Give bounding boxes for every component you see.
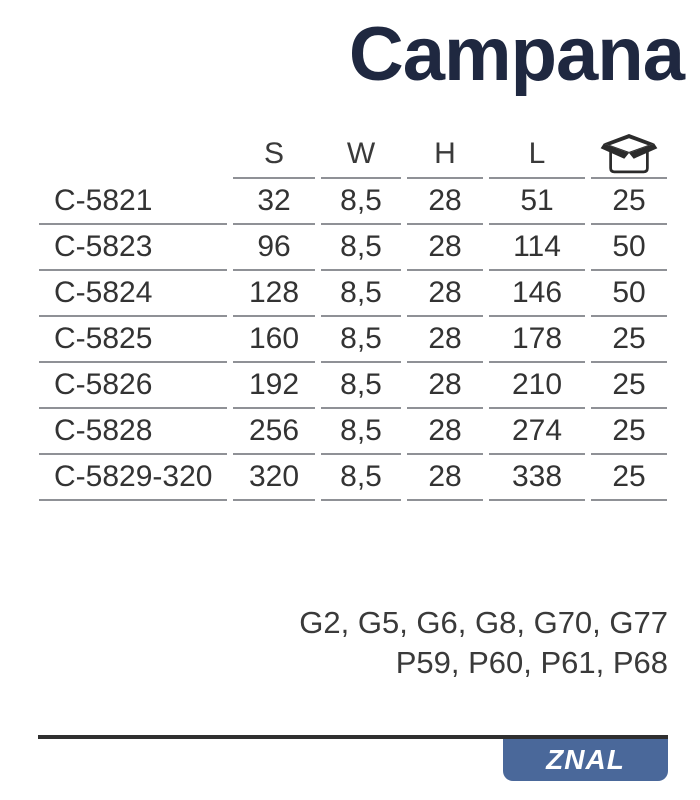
table-row	[39, 409, 667, 455]
table-row	[39, 317, 667, 363]
column-header-w: W	[321, 131, 401, 179]
value-w: 8,5	[321, 409, 401, 455]
column-header-s: S	[233, 131, 315, 179]
value-h: 28	[407, 179, 483, 225]
product-code: C-5824	[39, 271, 227, 317]
value-l: 146	[489, 271, 585, 317]
value-h: 28	[407, 317, 483, 363]
value-s: 32	[233, 179, 315, 225]
value-h: 28	[407, 455, 483, 501]
finish-codes-line2: P59, P60, P61, P68	[395, 645, 668, 681]
value-w: 8,5	[321, 363, 401, 409]
value-w: 8,5	[321, 455, 401, 501]
value-l: 274	[489, 409, 585, 455]
value-l: 178	[489, 317, 585, 363]
value-h: 28	[407, 363, 483, 409]
footer	[38, 735, 668, 781]
value-w: 8,5	[321, 317, 401, 363]
value-l: 338	[489, 455, 585, 501]
value-qty: 25	[591, 409, 667, 455]
value-l: 51	[489, 179, 585, 225]
value-qty: 25	[591, 317, 667, 363]
value-s: 128	[233, 271, 315, 317]
table-row	[39, 225, 667, 271]
table-row	[39, 271, 667, 317]
finish-codes	[0, 603, 668, 683]
table-row	[39, 179, 667, 225]
product-code: C-5825	[39, 317, 227, 363]
value-h: 28	[407, 271, 483, 317]
value-s: 96	[233, 225, 315, 271]
value-w: 8,5	[321, 271, 401, 317]
value-w: 8,5	[321, 179, 401, 225]
value-s: 192	[233, 363, 315, 409]
column-header-product	[39, 131, 227, 179]
value-qty: 50	[591, 225, 667, 271]
table-row	[39, 363, 667, 409]
table-row	[39, 455, 667, 501]
column-header-qty	[591, 131, 667, 179]
value-s: 160	[233, 317, 315, 363]
value-s: 256	[233, 409, 315, 455]
column-header-h: H	[407, 131, 483, 179]
value-h: 28	[407, 409, 483, 455]
product-code: C-5823	[39, 225, 227, 271]
value-l: 114	[489, 225, 585, 271]
value-qty: 25	[591, 455, 667, 501]
value-l: 210	[489, 363, 585, 409]
product-code: C-5826	[39, 363, 227, 409]
value-s: 320	[233, 455, 315, 501]
brand-badge: ZNAL	[503, 739, 668, 781]
table-header-row	[39, 131, 667, 179]
finish-codes-line1: G2, G5, G6, G8, G70, G77	[299, 605, 668, 641]
column-header-l: L	[489, 131, 585, 179]
value-qty: 50	[591, 271, 667, 317]
product-code: C-5821	[39, 179, 227, 225]
box-icon	[600, 133, 658, 175]
value-w: 8,5	[321, 225, 401, 271]
value-qty: 25	[591, 179, 667, 225]
product-code: C-5828	[39, 409, 227, 455]
product-code: C-5829-320	[39, 455, 227, 501]
value-h: 28	[407, 225, 483, 271]
value-qty: 25	[591, 363, 667, 409]
spec-table	[33, 131, 673, 501]
page-title: Campana	[348, 12, 684, 97]
